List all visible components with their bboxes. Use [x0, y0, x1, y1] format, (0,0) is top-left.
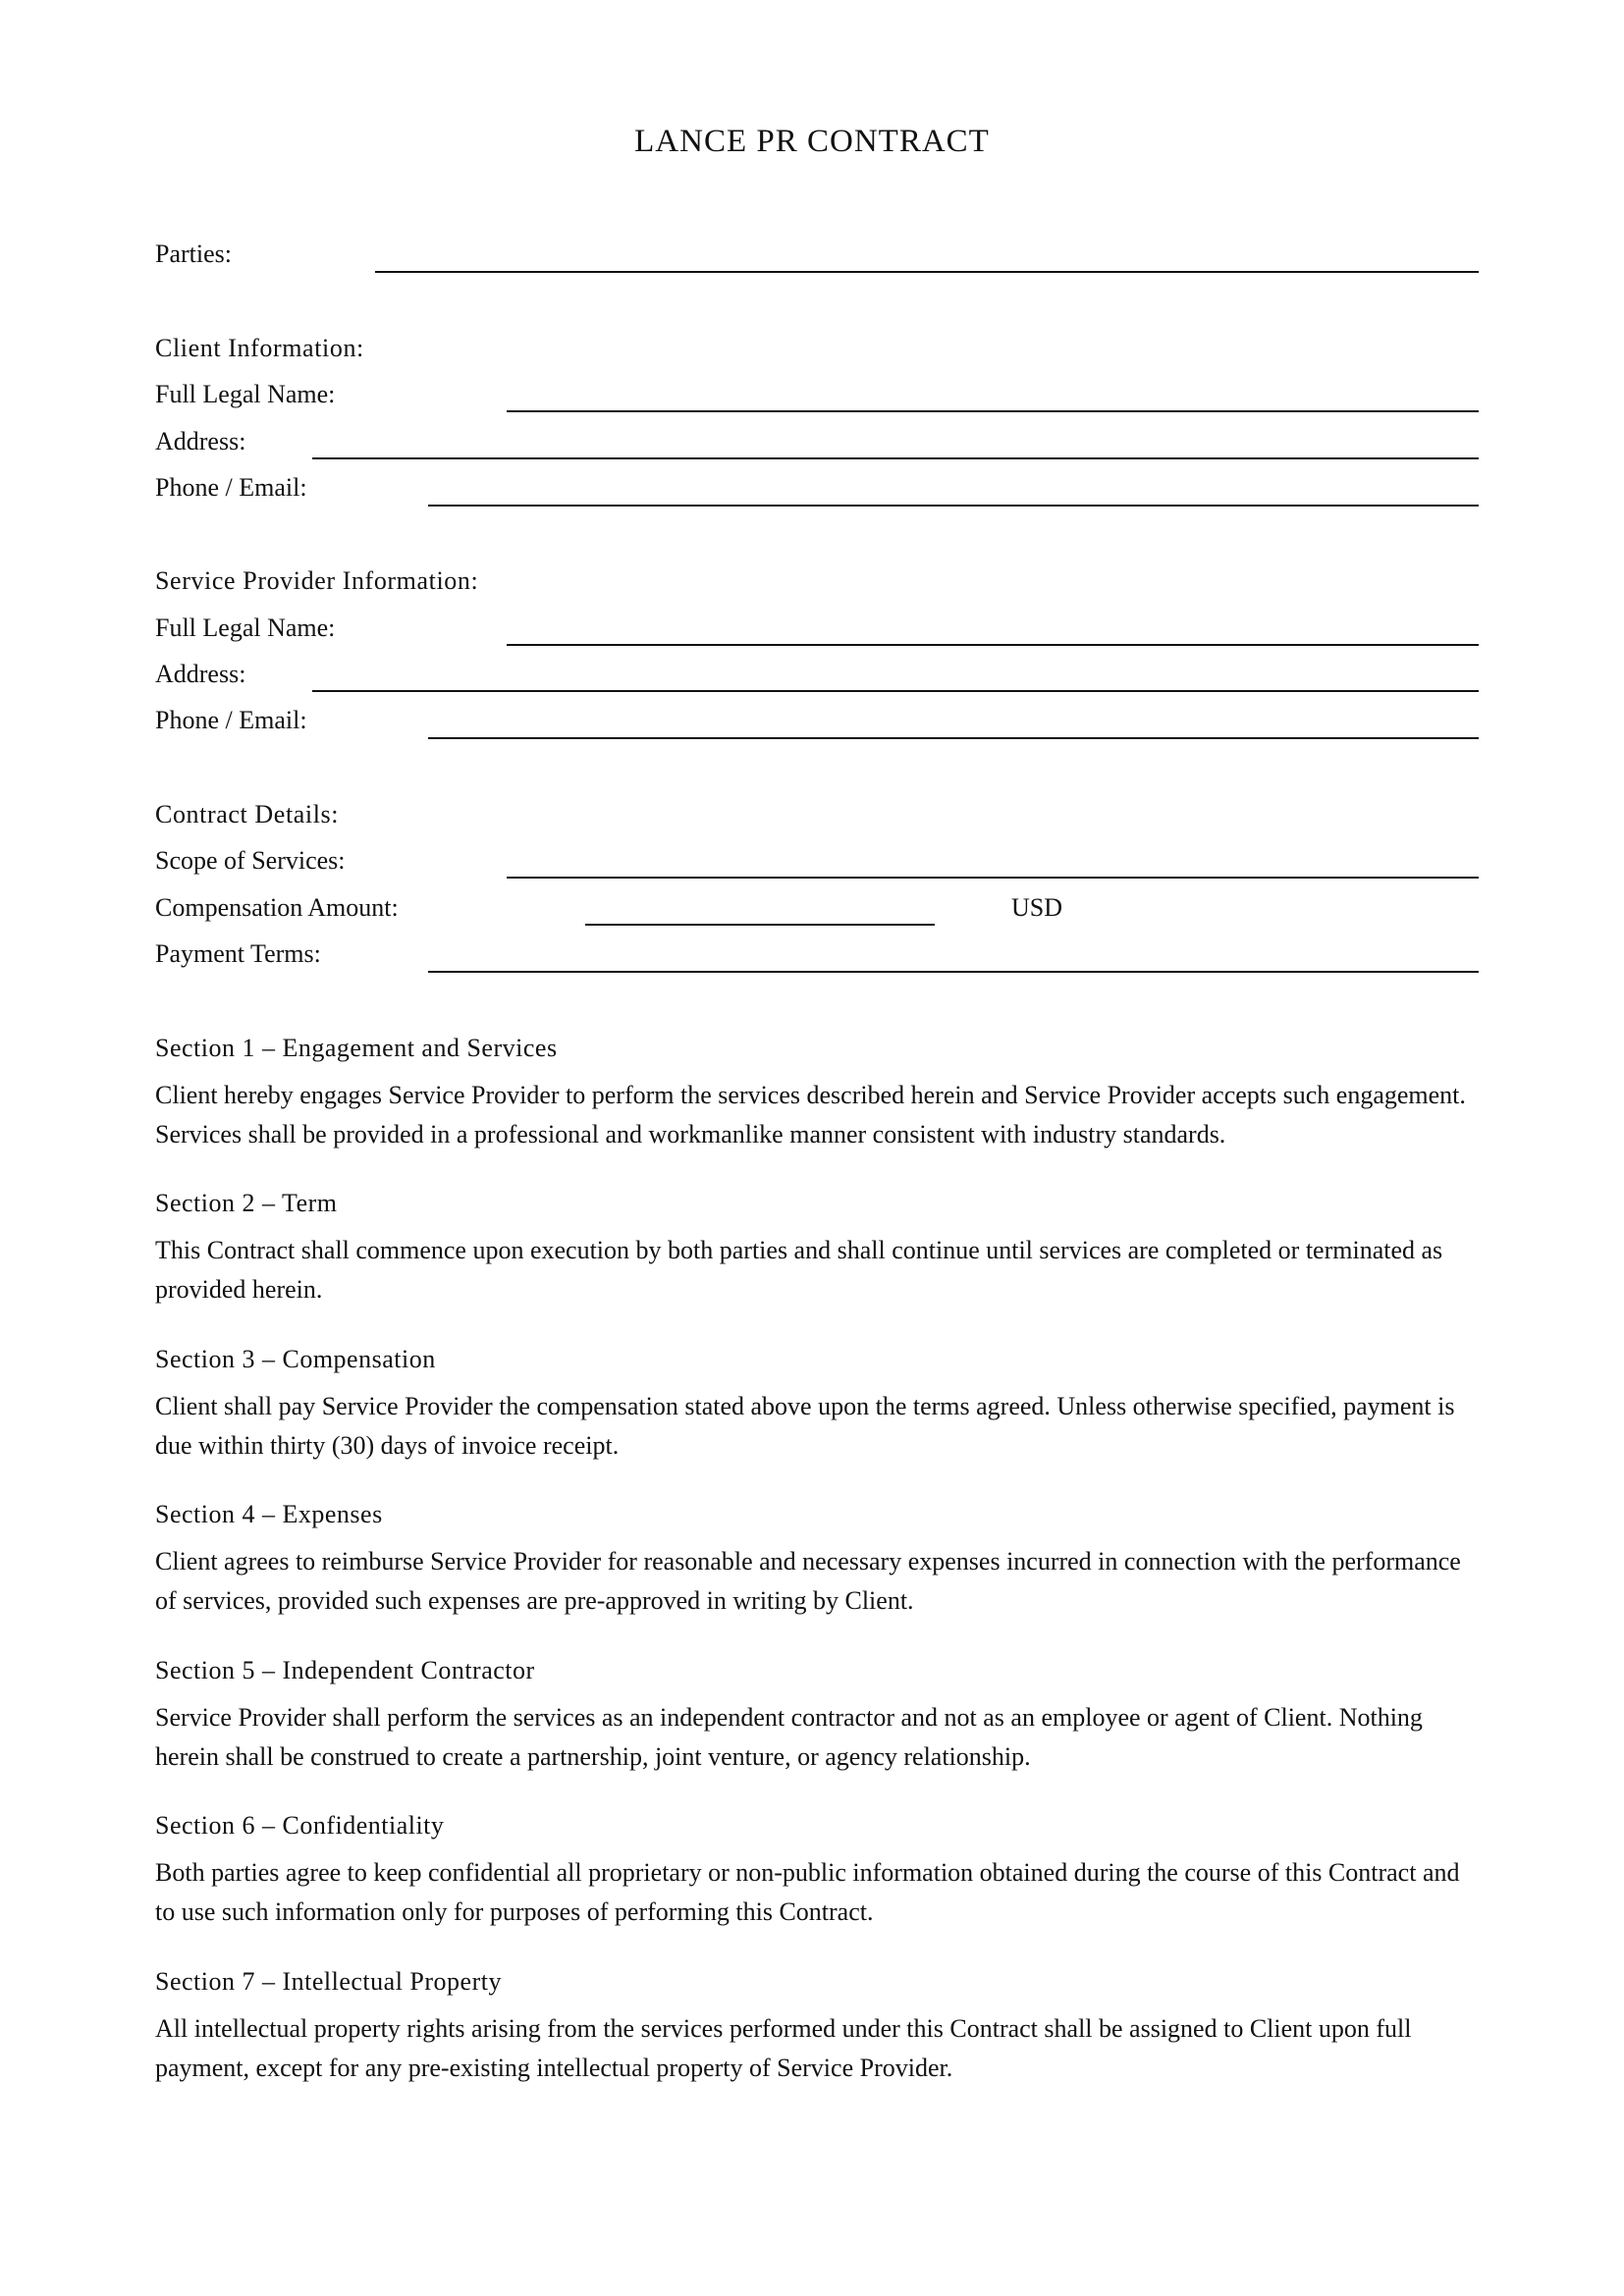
client-address-blank-line[interactable]	[312, 457, 1479, 459]
section-3-title: Section 3 – Compensation	[155, 1345, 436, 1373]
provider-address-blank-line[interactable]	[312, 690, 1479, 692]
scope-blank-line[interactable]	[507, 877, 1479, 879]
payment-terms-label: Payment Terms:	[155, 939, 321, 968]
provider-name-blank-line[interactable]	[507, 644, 1479, 646]
client-name-label: Full Legal Name:	[155, 380, 336, 408]
section-1-title: Section 1 – Engagement and Services	[155, 1034, 558, 1062]
section-6-body: Both parties agree to keep confidential all proprietary or non-public information obtained during the course of this Contract and to use such information only for purposes of performing this Contract.	[155, 1858, 1460, 1926]
parties-blank-line[interactable]	[375, 271, 1479, 273]
compensation-blank-line[interactable]	[585, 924, 935, 926]
section-5-body: Service Provider shall perform the services as an independent contractor and not as an employee or agent of Client. Nothing herein shall be construed to create a partnership, joint venture, or agency relationship.	[155, 1703, 1423, 1771]
section-7-title: Section 7 – Intellectual Property	[155, 1967, 502, 1996]
provider-contact-blank-line[interactable]	[428, 737, 1479, 739]
provider-address-label: Address:	[155, 660, 246, 688]
section-2-body: This Contract shall commence upon execution by both parties and shall continue until services are completed or terminated as provided herein.	[155, 1236, 1443, 1304]
provider-info-heading: Service Provider Information:	[155, 566, 479, 595]
provider-name-label: Full Legal Name:	[155, 614, 336, 642]
provider-contact-label: Phone / Email:	[155, 706, 307, 734]
section-7-body: All intellectual property rights arising from the services performed under this Contract shall be assigned to Client upon full payment, except for any pre-existing intellectual property of Service Provider.	[155, 2014, 1412, 2082]
client-name-blank-line[interactable]	[507, 410, 1479, 412]
client-contact-label: Phone / Email:	[155, 473, 307, 502]
section-2-title: Section 2 – Term	[155, 1189, 338, 1217]
section-4-body: Client agrees to reimburse Service Provider for reasonable and necessary expenses incurred in connection with the performance of services, provided such expenses are pre-approved in writing by Client.	[155, 1547, 1461, 1615]
document-title: LANCE PR CONTRACT	[634, 124, 990, 159]
contract-details-heading: Contract Details:	[155, 800, 340, 828]
client-info-heading: Client Information:	[155, 334, 364, 362]
scope-label: Scope of Services:	[155, 846, 346, 875]
currency-label: USD	[1011, 893, 1063, 922]
parties-label: Parties:	[155, 240, 232, 268]
section-3-body: Client shall pay Service Provider the compensation stated above upon the terms agreed. Unless otherwise specified, payment is due within thirty (30) days of invoice receipt.	[155, 1392, 1455, 1460]
section-5-title: Section 5 – Independent Contractor	[155, 1656, 535, 1684]
section-4-title: Section 4 – Expenses	[155, 1500, 383, 1528]
section-6-title: Section 6 – Confidentiality	[155, 1811, 445, 1840]
client-address-label: Address:	[155, 427, 246, 455]
payment-terms-blank-line[interactable]	[428, 971, 1479, 973]
section-1-body: Client hereby engages Service Provider to perform the services described herein and Service Provider accepts such engagement. Services shall be provided in a professional and workmanlike manner consistent with industry standards.	[155, 1081, 1466, 1148]
client-contact-blank-line[interactable]	[428, 505, 1479, 507]
compensation-label: Compensation Amount:	[155, 893, 399, 922]
